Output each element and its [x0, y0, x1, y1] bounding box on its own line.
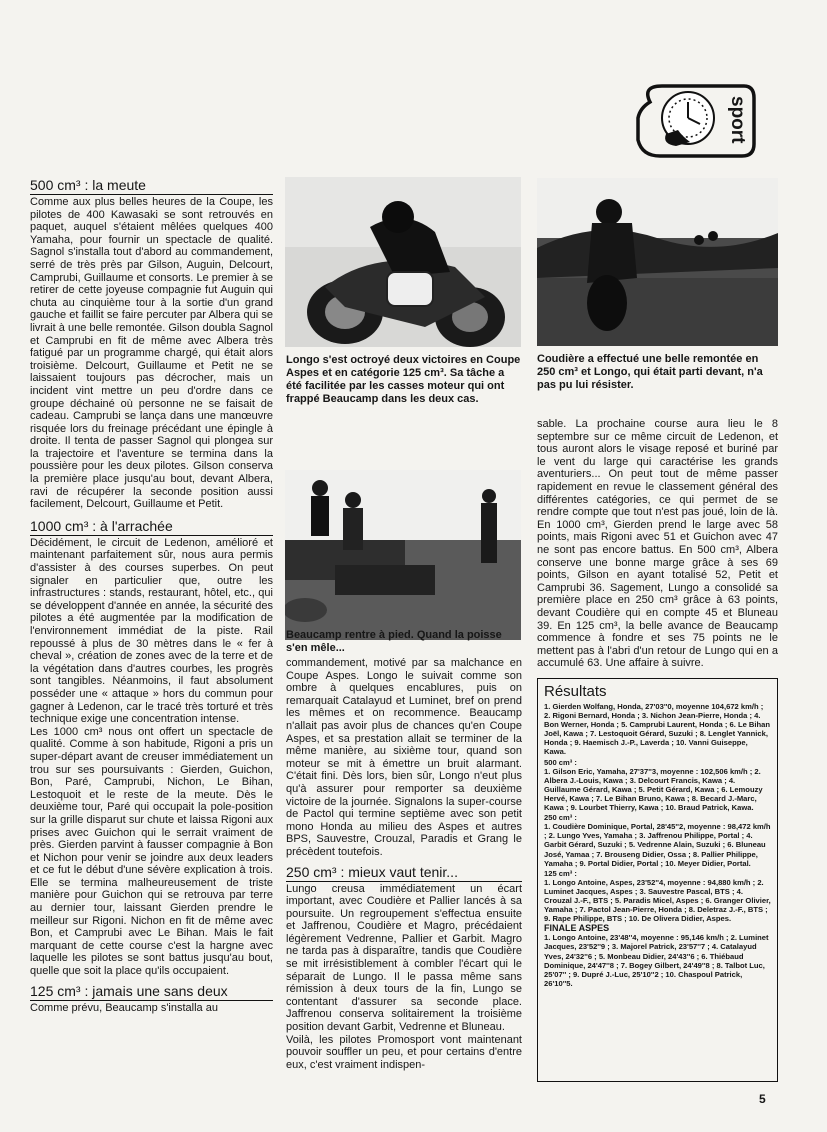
caption-beaucamp: Beaucamp rentre à pied. Quand la poisse s'en mêle... [286, 629, 502, 654]
section-title-1000: 1000 cm³ : à l'arrachée [30, 517, 173, 534]
section-rule [30, 535, 273, 536]
column-2 [286, 657, 522, 1071]
section-title-500: 500 cm³ : la meute [30, 177, 146, 193]
column-3 [537, 418, 778, 670]
results-125: 1. Longo Antoine, Aspes, 23'52''4, moyenne : 94,880 km/h ; 2. Luminet Jacques, Aspes ; 3. Sauvestre Pascal, BTS ; 4. Crouzal J.-F., BTS ; 5. Paradis Micel, Aspes ; 6. Granger Olivier, Yamaha ; 7. Pactol Jean-Pierre, Honda ; 8. Deletraz J.-F., BTS ; 9. Rape Philippe, BTS ; 10. De Olivera Didier, Aspes. [544, 877, 771, 924]
paragraph: Les 1000 cm³ nous ont offert un spectacle de qualité. Comme à son habitude, Rigoni a pris un super-départ avant de creuser immédiatement un trou sur ses poursuivants : Gierden, Guichon, Bon, Paré, Camprubi, Nichon, Le Bihan, Lestoquoit et le reste de la meute. Dès le deuxième tour, Paré qui occupait la pole-position sur la grille disparut sur chute et laissa Rigoni aux prises avec Guichon qui le serrait vraiment de près. Gierden parvint à fausser compagnie à Bon et Nichon pour venir se joindre aux deux leaders et ce fut le début d'une sévère explication à trois. Elle se termina malheureusement de triste manière pour Guichon qui se retrouva par terre au dernier tour, laissant Gierden prendre le meilleur sur Rigoni. Nichon en fit de même avec Bon, et Camprubi avec Le Bihan. Mais le fait marquant de cette course c'est la hargne avec laquelle les pilotes se sont battus jusqu'au bout, quelle que soit la place qu'ils occupaient. [30, 725, 273, 978]
photo-beaucamp-walking [285, 470, 521, 640]
sport-logo [632, 82, 756, 160]
photo-longo-racing [285, 177, 521, 347]
paragraph: commandement, motivé par sa malchance en Coupe Aspes. Longo le suivait comme son ombre à quelques encablures, puis on remarquait Catalayud et Luminet, bref on prend les mêmes et on recommence. Beaucamp n'allait pas avoir plus de chances qu'en Coupe Aspes, et sa prestation allait se terminer de la même manière, au sixième tour, quand son moteur se mit à émettre un bruit alarmant. C'était fini. Dès lors, bien sûr, Longo n'eut plus qu'à assurer pour remporter sa deuxième victoire de la journée. Signalons la super-course de Pactol qui termine septième avec son petit mono Honda au milieu des Aspes et autres BPS, Sauvestre, Crouzal, Paradis et Grang le précèdent toutefois. [286, 657, 522, 858]
photo-coudiere-racing [537, 178, 778, 346]
results-heading-250: 250 cm³ : [544, 813, 577, 823]
page-number: 5 [759, 1092, 766, 1106]
results-heading-500: 500 cm³ : [544, 757, 577, 767]
section-rule [30, 1000, 273, 1001]
section-rule [286, 881, 522, 882]
paragraph: Comme aux plus belles heures de la Coupe, les pilotes de 400 Kawasaki se sont retrouvés en paquet, auquel s'étaient mêlées quelques 400 Yamaha, pour fournir un spectacle de qualité. Sagnol s'installa tout d'abord au commandement, serré de très près par Gilson, Auguin, Delcourt, Camprubi, Guillaume et consorts. Le premier à se retirer de cette joyeuse compagnie fut Auguin qui chuta au cinquième tour à la sortie d'un grand gauche et faillit se faire percuter par Albera qui se livrait à une belle remontée. Gilson doubla Sagnol et Camprubi en fit de même avec Albera très fatigué par un programme chargé, qui était alors troisième. Delcourt, Guillaume et Petit ne se laissaient toujours pas décrocher, mais un incident vint mettre un peu d'ordre dans ce groupe déchainé où personne ne se faisait de cadeau. Camprubi se lança dans une manœuvre risquée lors du freinage précédant une épingle à droite. Il tenta de passer Sagnol qui plongea sur la trajectoire et l'aventure se termina dans la poussière pour les deux pilotes. Gilson conserva la première place jusqu'au bout, devant Albera, ravi de récupérer la seconde position aussi facilement, Delcourt, Guillaume et Petit. [30, 196, 273, 511]
results-1000: 1. Gierden Wolfang, Honda, 27'03''0, moyenne 104,672 km/h ; 2. Rigoni Bernard, Honda ; 3. Nichon Jean-Pierre, Honda ; 4. Bon Werner, Honda ; 5. Camprubi Laurent, Honda ; 6. Le Bihan Joël, Kawa ; 7. Lestoquoit Gérard, Suzuki ; 8. Lenglet Yannick, Honda ; 9. Haemisch J.-P., Laverda ; 10. Vanni Guiseppe, Kawa. [544, 702, 771, 757]
sport-logo-text: sport [727, 96, 748, 144]
paragraph: Lungo creusa immédiatement un écart important, avec Coudière et Pallier lancés à sa poursuite. Un regroupement s'effectua ensuite et Jaffrenou, Coudière et Magro, précédaient légèrement Vedrenne, Pallier et Garbit. Magro ne tarda pas à disparaître, tandis que Coudière se mit irrésistiblement à combler l'écart qui le séparait de Lungo. Il le passa même sans rémission à deux tours de la fin, Lungo se contentant d'assurer sa seconde place. Jaffrenou conserva solitairement la troisième position devant Garbit, Vedrenne et Bluneau. [286, 882, 522, 1034]
results-box [537, 678, 778, 1082]
caption-coudiere: Coudière a effectué une belle remontée en 250 cm³ et Longo, qui était parti devant, n'a pas pu lui résister. [537, 353, 763, 391]
paragraph: Voilà, les pilotes Promosport vont maintenant pouvoir souffler un peu, et pour certains d'entre eux, c'est vraiment indispen- [286, 1033, 522, 1071]
section-title-125: 125 cm³ : jamais une sans deux [30, 982, 228, 999]
column-1 [30, 172, 273, 1014]
paragraph: Comme prévu, Beaucamp s'installa au [30, 1001, 218, 1014]
caption-longo: Longo s'est octroyé deux victoires en Coupe Aspes et en catégorie 125 cm³. Sa tâche a été facilitée par les casses moteur qui ont frappé Beaucamp dans les deux cas. [286, 354, 521, 405]
results-500: 1. Gilson Eric, Yamaha, 27'37''3, moyenne : 102,506 km/h ; 2. Albera J.-Louis, Kawa ; 3. Delcourt Francis, Kawa ; 4. Guillaume Gérard, Kawa ; 5. Petit Gérard, Kawa ; 6. Lemouzy Hervé, Kawa ; 7. Le Bihan Bruno, Kawa ; 8. Becard J.-Marc, Kawa ; 9. Lourbet Thierry, Kawa ; 10. Braud Patrick, Kawa. [544, 766, 763, 813]
paragraph: Décidément, le circuit de Ledenon, amélioré et maintenant parfaitement sûr, nous aura permis d'assister à des courses superbes. On peut signaler en particulier que, outre les infrastructures : stands, restaurant, hôtel, etc., qui se développent d'année en année, la sécurité des pilotes a été augmentée par la modification de l'environnement immédiat de la piste. Rail repoussé à plus de 30 mètres dans le « fer à cheval », création de zones avec de la terre et de la végétation dans d'autres courbes, les progrès sont tangibles. Néanmoins, il faut absolument posséder une « attaque » hors du commun pour gagner à Ledenon, car le tracé très torturé et très technique exige une concentration intense. [30, 536, 273, 726]
results-finale: 1. Longo Antoine, 23'48''4, moyenne : 95,146 km/h ; 2. Luminet Jacques, 23'52''9 ; 3. Majorel Patrick, 23'57''7 ; 4. Catalayud Yves, 24'32''6 ; 5. Monbeau Didier, 24'43''6 ; 6. Thiébaud Dominique, 24'47''8 ; 7. Bogey Gilbert, 24'49''8 ; 8. Talbot Luc, 25'07'' ; 9. Dupré J.-Luc, 25'10''2 ; 10. Chaspoul Patrick, 26'10''5. [544, 933, 769, 988]
results-heading-finale: FINALE ASPES [544, 923, 610, 934]
results-heading-125: 125 cm³ : [544, 868, 577, 878]
paragraph: sable. La prochaine course aura lieu le 8 septembre sur ce même circuit de Ledenon, et tous auront alors le visage reposé et buriné par le vent du large qui caractérise les grands aventuriers... On peut tout de même passer rapidement en revue le classement général des différentes catégories, ce qui permet de se rendre compte que tout n'est pas joué, loin de là. En 1000 cm³, Gierden prend le large avec 58 points, mais Rigoni avec 51 et Guichon avec 47 ne sont pas encore battus. En 500 cm³, Albera conserve une bonne marge grâce à ses 69 points, Gilson en ayant totalisé 52, Petit et Camprubi 36. Sagement, Lungo a consolidé sa première place en 250 cm³ grâce à 63 points, devant Coudière qui en compte 45 et Bluneau 39. En 125 cm³, la belle avance de Beaucamp commence à fondre et ses 75 points ne le mettent pas à l'abri d'un retour de Lungo qui en a accumulé 63. Une affaire à suivre. [537, 418, 778, 670]
section-rule [30, 194, 273, 195]
results-title: Résultats [544, 683, 607, 700]
section-title-250: 250 cm³ : mieux vaut tenir... [286, 863, 458, 880]
results-250: 1. Coudière Dominique, Portal, 28'45''2, moyenne : 98,472 km/h ; 2. Lungo Yves, Yamaha ; 3. Jaffrenou Philippe, Portal ; 4. Garbit Gérard, Suzuki ; 5. Vedrenne Alain, Suzuki ; 6. Bluneau José, Yamaa ; 7. Brouseng Didier, Ossa ; 8. Pallier Philippe, Yamaha ; 9. Portal Didier, Portal ; 10. Meyer Didier, Portal. [544, 822, 771, 868]
